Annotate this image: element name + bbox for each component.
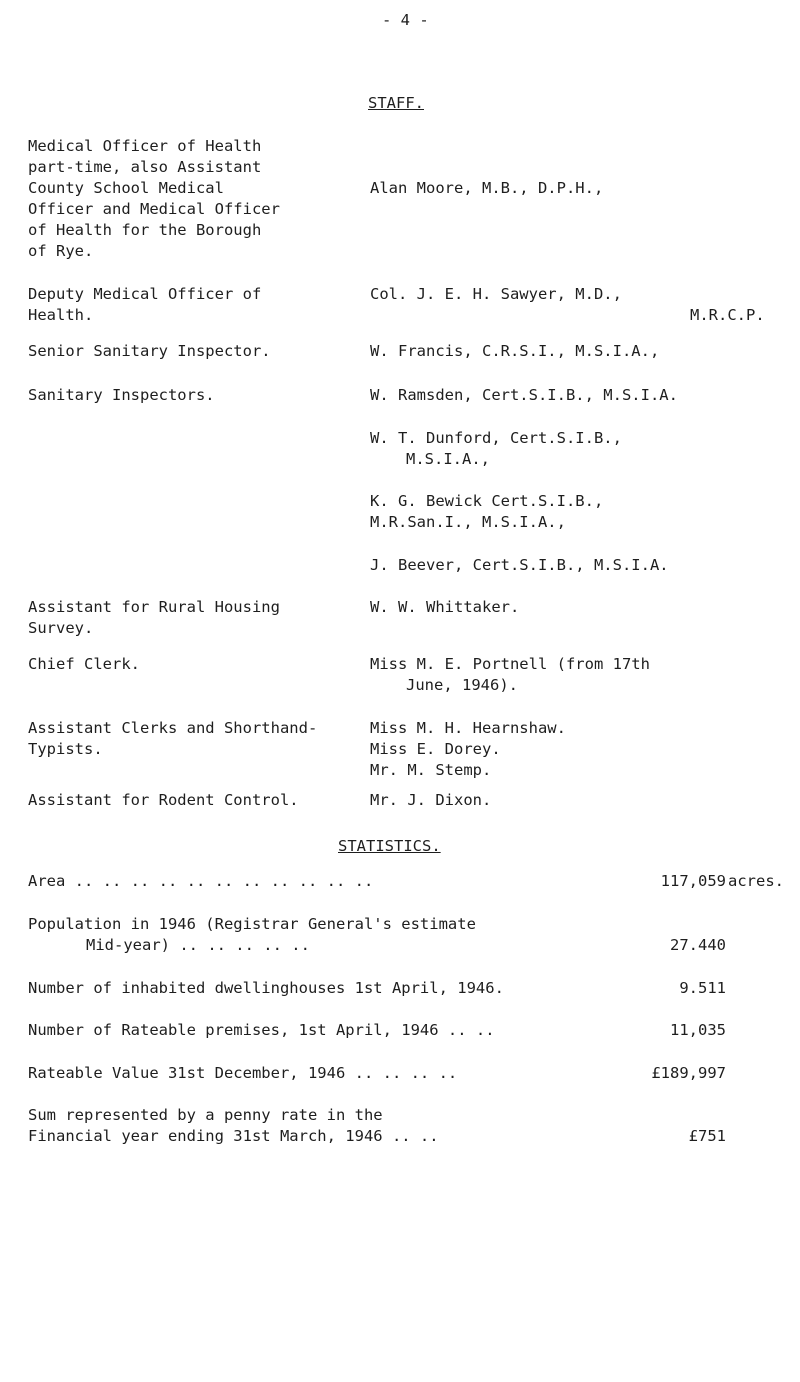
penny-rate-label-cont: Financial year ending 31st March, 1946 .. .. <box>28 1127 439 1145</box>
chief-clerk-role: Chief Clerk. <box>28 655 140 673</box>
role-line: Survey. <box>28 619 94 637</box>
role-line: Assistant for Rural Housing <box>28 598 280 616</box>
rural-housing-name: W. W. Whittaker. <box>370 598 520 616</box>
penny-rate-label: Sum represented by a penny rate in the <box>28 1106 383 1124</box>
role-line: County School Medical <box>28 179 224 197</box>
premises-value: 11,035 <box>670 1021 726 1039</box>
role-line: part-time, also Assistant <box>28 158 262 176</box>
role-line: Medical Officer of Health <box>28 137 262 155</box>
clerk-name: Mr. M. Stemp. <box>370 761 492 779</box>
dwellings-label: Number of inhabited dwellinghouses 1st April, 1946. <box>28 979 504 997</box>
role-line: Health. <box>28 306 94 324</box>
role-line: Officer and Medical Officer <box>28 200 280 218</box>
clerk-name: Miss E. Dorey. <box>370 740 501 758</box>
senior-sanitary-role: Senior Sanitary Inspector. <box>28 342 271 360</box>
sanitary-role: Sanitary Inspectors. <box>28 386 215 404</box>
sanitary-name-cont: M.S.I.A., <box>406 450 490 468</box>
role-line: of Health for the Borough <box>28 221 262 239</box>
moh-name: Alan Moore, M.B., D.P.H., <box>370 179 604 197</box>
clerks-role <box>28 718 317 760</box>
rodent-role: Assistant for Rodent Control. <box>28 791 299 809</box>
senior-sanitary-name: W. Francis, C.R.S.I., M.S.I.A., <box>370 342 660 360</box>
moh-role <box>28 136 280 262</box>
population-label-cont: Mid-year) .. .. .. .. .. <box>86 936 310 954</box>
role-line: Assistant Clerks and Shorthand- <box>28 719 318 737</box>
staff-heading: STAFF. <box>368 94 424 112</box>
page-number: - 4 - <box>382 11 429 29</box>
area-label: Area .. .. .. .. .. .. .. .. .. .. .. <box>28 872 374 890</box>
area-value: 117,059 <box>660 872 726 890</box>
sanitary-name: K. G. Bewick Cert.S.I.B., <box>370 492 604 510</box>
role-line: Typists. <box>28 740 103 758</box>
sanitary-name: J. Beever, Cert.S.I.B., M.S.I.A. <box>370 556 669 574</box>
premises-label: Number of Rateable premises, 1st April, 1946 .. .. <box>28 1021 495 1039</box>
deputy-role <box>28 284 261 326</box>
sanitary-name-cont: M.R.San.I., M.S.I.A., <box>370 513 566 531</box>
sanitary-name: W. Ramsden, Cert.S.I.B., M.S.I.A. <box>370 386 678 404</box>
area-unit: acres. <box>728 872 784 890</box>
population-label: Population in 1946 (Registrar General's estimate <box>28 915 476 933</box>
role-line: of Rye. <box>28 242 94 260</box>
chief-clerk-name-cont: June, 1946). <box>406 676 518 694</box>
dwellings-value: 9.511 <box>679 979 726 997</box>
rural-housing-role <box>28 597 280 639</box>
population-value: 27.440 <box>670 936 726 954</box>
sanitary-name: W. T. Dunford, Cert.S.I.B., <box>370 429 622 447</box>
rateable-value-label: Rateable Value 31st December, 1946 .. .. .. .. <box>28 1064 458 1082</box>
deputy-name: Col. J. E. H. Sawyer, M.D., <box>370 285 622 303</box>
role-line: Deputy Medical Officer of <box>28 285 262 303</box>
rateable-value: £189,997 <box>651 1064 726 1082</box>
chief-clerk-name: Miss M. E. Portnell (from 17th <box>370 655 650 673</box>
penny-rate-value: £751 <box>688 1127 726 1145</box>
statistics-heading: STATISTICS. <box>338 837 441 855</box>
deputy-name-cont: M.R.C.P. <box>690 306 765 324</box>
rodent-name: Mr. J. Dixon. <box>370 791 492 809</box>
clerk-name: Miss M. H. Hearnshaw. <box>370 719 566 737</box>
